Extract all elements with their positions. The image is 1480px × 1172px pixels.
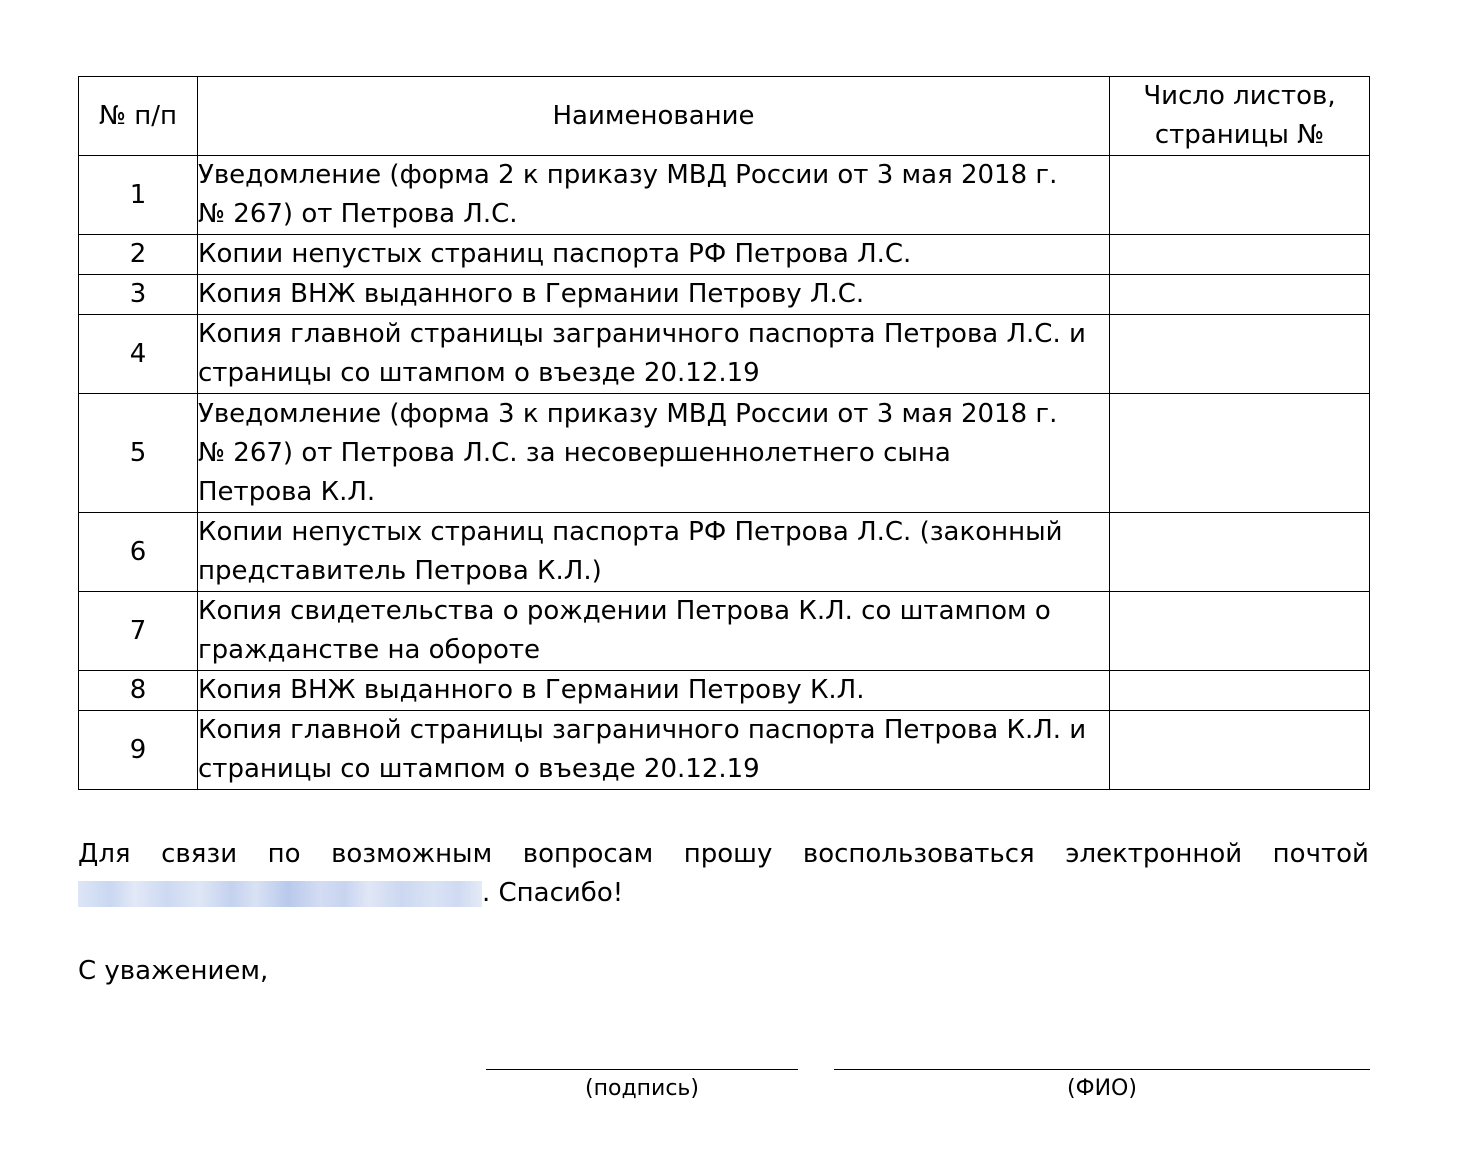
row-pages (1110, 592, 1370, 671)
row-name (198, 671, 1110, 711)
contact-word: связи (161, 839, 238, 869)
row-number: 4 (79, 315, 198, 394)
contact-word: почтой (1272, 839, 1369, 869)
row-name-line: Копии непустых страниц паспорта РФ Петрова Л.С. (законный (198, 517, 1063, 547)
table-row (79, 711, 1370, 790)
row-number: 3 (79, 275, 198, 315)
row-name-line: № 267) от Петрова Л.С. за несовершеннолетнего сына (198, 437, 951, 468)
row-name-line: Уведомление (форма 2 к приказу МВД России от 3 мая 2018 г. (198, 160, 1058, 190)
row-name (198, 592, 1110, 671)
table-row (79, 394, 1370, 513)
row-name-line: страницы со штампом о въезде 20.12.19 (198, 754, 760, 784)
contact-word: Для (78, 839, 131, 869)
closing-greeting: С уважением, (78, 956, 269, 986)
header-number: № п/п (79, 77, 198, 156)
contact-word: по (267, 839, 301, 869)
contact-word: вопросам (522, 839, 654, 869)
contact-word: воспользоваться (802, 839, 1035, 869)
signature-line (486, 1069, 798, 1070)
table-row (79, 513, 1370, 592)
row-pages (1110, 671, 1370, 711)
contact-word: возможным (331, 839, 493, 869)
row-name (198, 235, 1110, 275)
signature-caption: (подпись) (585, 1076, 699, 1101)
contact-line-2 (78, 874, 1369, 913)
row-name-line: Копия ВНЖ выданного в Германии Петрову К.Л. (198, 675, 865, 705)
row-name-line: Петрова К.Л. (198, 476, 376, 507)
row-name (198, 513, 1110, 592)
row-name-line: страницы со штампом о въезде 20.12.19 (198, 358, 760, 388)
contact-word: электронной (1065, 839, 1243, 869)
table-row (79, 235, 1370, 275)
row-number: 9 (79, 711, 198, 790)
contact-paragraph (78, 835, 1369, 913)
documents-table (78, 76, 1370, 790)
fio-line (834, 1069, 1370, 1070)
header-pages-line1: Число листов, (1143, 81, 1336, 111)
redacted-email (78, 881, 482, 907)
row-pages (1110, 235, 1370, 275)
fio-caption: (ФИО) (1067, 1076, 1137, 1101)
table-row (79, 275, 1370, 315)
table-row (79, 671, 1370, 711)
row-name (198, 315, 1110, 394)
row-pages (1110, 315, 1370, 394)
row-name-line: Копия главной страницы заграничного паспорта Петрова К.Л. и (198, 715, 1087, 745)
row-number: 1 (79, 156, 198, 235)
row-name-line: № 267) от Петрова Л.С. (198, 199, 518, 229)
contact-line-1 (78, 835, 1369, 874)
table-body (79, 156, 1370, 790)
row-name-line: Уведомление (форма 3 к приказу МВД России от 3 мая 2018 г. (198, 398, 1058, 429)
header-pages (1110, 77, 1370, 156)
row-pages (1110, 156, 1370, 235)
table-header-row (79, 77, 1370, 156)
row-name (198, 275, 1110, 315)
row-name (198, 711, 1110, 790)
row-name (198, 156, 1110, 235)
contact-thanks: . Спасибо! (482, 878, 624, 908)
row-pages (1110, 275, 1370, 315)
row-name-line: Копия ВНЖ выданного в Германии Петрову Л.С. (198, 279, 865, 309)
row-name-line: представитель Петрова К.Л.) (198, 556, 602, 586)
row-pages (1110, 513, 1370, 592)
row-number: 2 (79, 235, 198, 275)
row-name-line: Копии непустых страниц паспорта РФ Петрова Л.С. (198, 239, 912, 269)
table-row (79, 592, 1370, 671)
row-number: 7 (79, 592, 198, 671)
row-name-line: гражданстве на обороте (198, 635, 541, 665)
table-row (79, 156, 1370, 235)
row-number: 6 (79, 513, 198, 592)
row-pages (1110, 711, 1370, 790)
contact-word: прошу (683, 839, 773, 869)
row-number: 5 (79, 394, 198, 513)
row-pages (1110, 394, 1370, 513)
header-pages-line2: страницы № (1154, 120, 1325, 150)
row-number: 8 (79, 671, 198, 711)
row-name-line: Копия главной страницы заграничного паспорта Петрова Л.С. и (198, 319, 1086, 349)
table-row (79, 315, 1370, 394)
row-name-line: Копия свидетельства о рождении Петрова К.Л. со штампом о (198, 596, 1051, 626)
header-name: Наименование (198, 77, 1110, 156)
row-name (198, 394, 1110, 513)
